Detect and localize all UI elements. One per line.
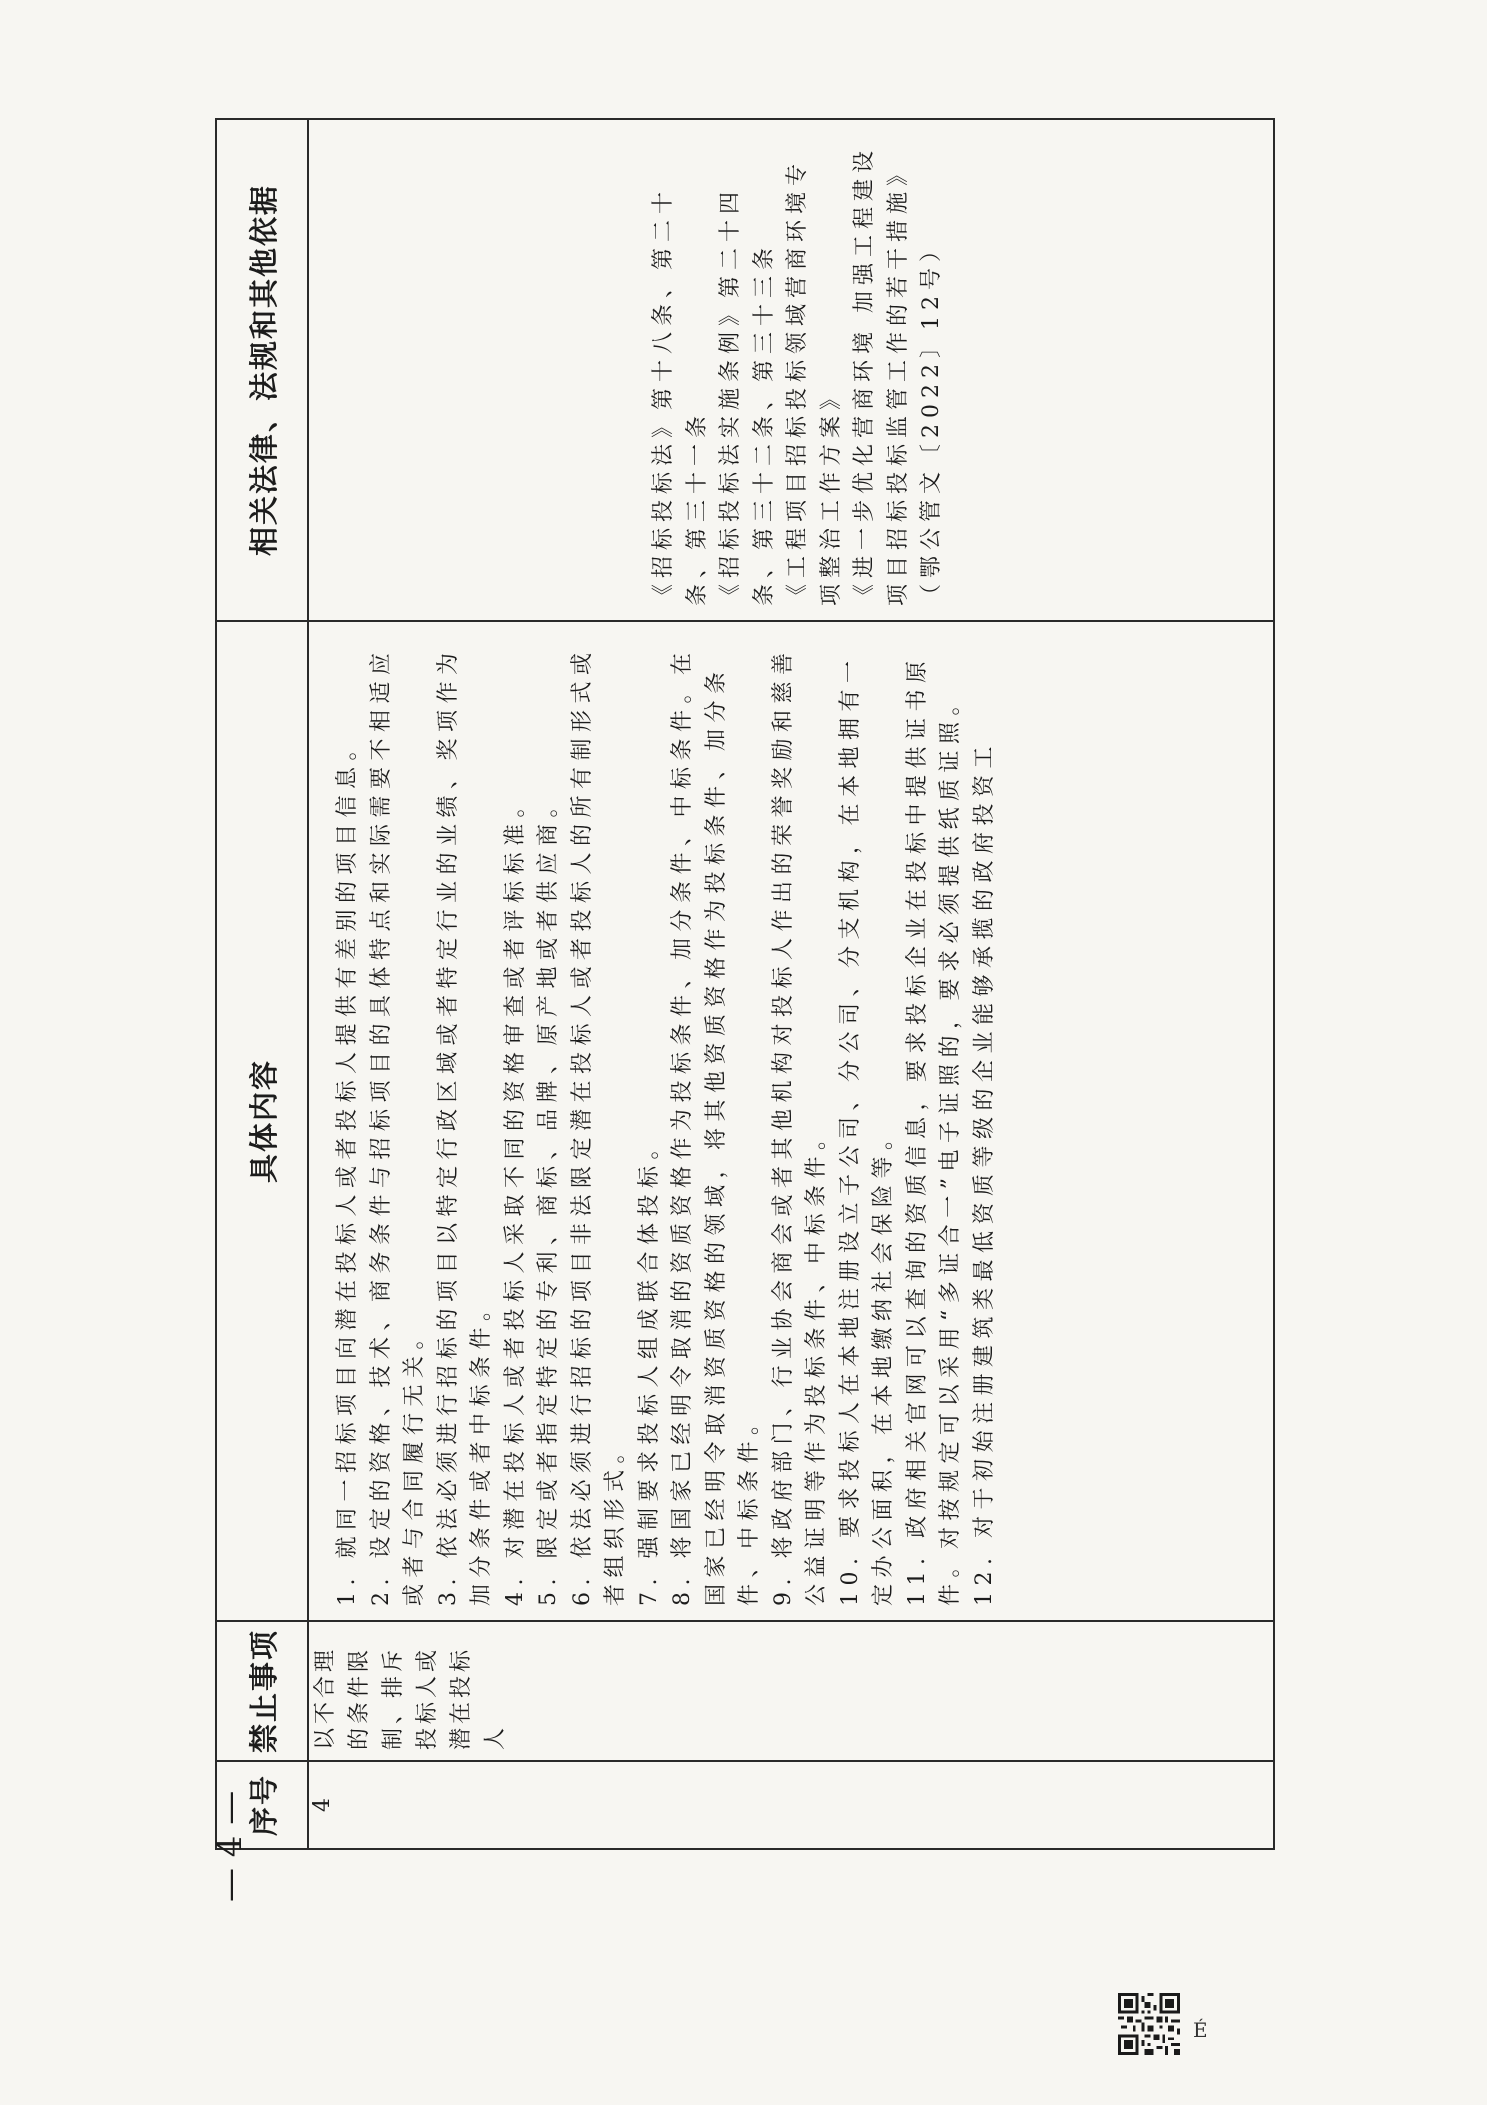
content-item-5: 5. 限定或者指定特定的专利、商标、品牌、原产地或者供应商。 (536, 789, 561, 1606)
content-item-8: 8. 将国家已经明令取消的资质资格作为投标条件、加分条件、中标条件。在国家已经明令取消资质资格的领域，将其他资质资格作为投标条件、加分条件、中标条件。 (670, 646, 762, 1606)
page-number: — 4 — (210, 1790, 250, 1902)
qr-code-icon (1118, 1993, 1180, 2055)
row-prohibited-item: 以不合理的条件限制、排斥投标人或潜在投标人 (308, 1621, 1274, 1761)
table-header-row (216, 119, 308, 1849)
row-legal-basis (308, 119, 1274, 621)
row-specific-content (308, 621, 1274, 1621)
header-serial-number: 序号 (216, 1761, 308, 1849)
row-serial-number: 4 (308, 1761, 1274, 1849)
content-item-6: 6. 依法必须进行招标的项目非法限定潜在投标人或者投标人的所有制形式或者组织形式。 (569, 646, 628, 1606)
law-ref-4: 《进一步优化营商环境 加强工程建设项目招标投标监管工作的若干措施》（鄂公管文〔2022〕12号） (852, 145, 944, 606)
content-item-11: 11. 政府相关官网可以查询的资质信息，要求投标企业在投标中提供证书原件。对按规定可以采用“多证合一”电子证照的，要求必须提供纸质证照。 (904, 654, 963, 1606)
prohibited-items-table (215, 118, 1275, 1850)
content-item-9: 9. 将政府部门、行业协会商会或者其他机构对投标人作出的荣誉奖励和慈善公益证明等作为投标条件、中标条件。 (770, 646, 829, 1606)
law-ref-3: 《工程项目招标投标领域营商环境专项整治工作方案》 (785, 157, 844, 606)
content-item-3: 3. 依法必须进行招标的项目以特定行政区域或者特定行业的业绩、奖项作为加分条件或者中标条件。 (435, 646, 494, 1606)
content-item-10: 10. 要求投标人在本地注册设立子公司、分公司、分支机构，在本地拥有一定办公面积，在本地缴纳社会保险等。 (837, 654, 896, 1606)
header-legal-basis: 相关法律、法规和其他依据 (216, 119, 308, 621)
law-ref-2: 《招标投标法实施条例》第二十四条、第三十二条、第三十三条 (718, 185, 777, 606)
content-item-2: 2. 设定的资格、技术、商务条件与招标项目的具体特点和实际需要不相适应或者与合同履行无关。 (368, 646, 427, 1606)
content-item-1: 1. 就同一招标项目向潜在投标人或者投标人提供有差别的项目信息。 (335, 732, 360, 1606)
law-ref-1: 《招标投标法》第十八条、第二十条、第三十一条 (651, 185, 710, 606)
table-row (308, 119, 1274, 1849)
content-item-4: 4. 对潜在投标人或者投标人采取不同的资格审查或者评标标准。 (502, 789, 528, 1606)
content-item-7: 7. 强制要求投标人组成联合体投标。 (636, 1131, 662, 1606)
corner-mark: É (1193, 2018, 1208, 2042)
content-item-12: 12. 对于初始注册建筑类最低资质等级的企业能够承揽的政府投资工 (971, 740, 997, 1606)
header-prohibited-item: 禁止事项 (216, 1621, 308, 1761)
rotated-table-sheet (215, 120, 1275, 1850)
header-specific-content: 具体内容 (216, 621, 308, 1621)
